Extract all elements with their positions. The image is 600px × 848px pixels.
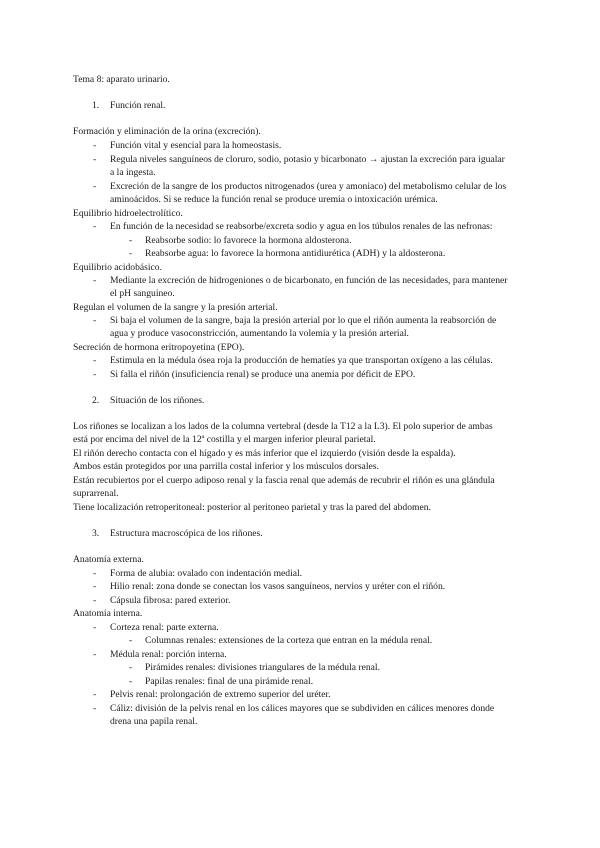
list-item: Estimula en la médula ósea roja la producción de hematíes ya que transportan oxígeno a las células.: [110, 355, 493, 366]
bullet-dash: -: [93, 140, 97, 151]
paragraph: Tiene localización retroperitoneal: posterior al peritoneo parietal y tras la pared del abdomen.: [73, 502, 431, 513]
list-item: Cápsula fibrosa: pared exterior.: [110, 595, 231, 606]
section-1-number: 1.: [92, 100, 100, 111]
list-item: Médula renal: porción interna.: [110, 649, 227, 660]
sub-bullet-dash: -: [129, 676, 133, 687]
sub-bullet-dash: -: [129, 635, 133, 646]
paragraph: Equilibrio hidroelectrolítico.: [73, 208, 183, 219]
paragraph: Ambos están protegidos por una parrilla costal inferior y los músculos dorsales.: [73, 461, 379, 472]
bullet-dash: -: [93, 181, 97, 192]
sub-bullet-dash: -: [129, 248, 133, 259]
document-title: Tema 8: aparato urinario.: [73, 74, 170, 85]
bullet-dash: -: [93, 649, 97, 660]
sub-list-item: Reabsorbe agua: lo favorece la hormona antidiurética (ADH) y la aldosterona.: [145, 248, 446, 259]
paragraph: suprarrenal.: [73, 488, 119, 499]
sub-list-item: Columnas renales: extensiones de la corteza que entran en la médula renal.: [145, 635, 433, 646]
list-item: Forma de alubia: ovalado con indentación medial.: [110, 568, 303, 579]
section-2-heading: Situación de los riñones.: [110, 395, 205, 406]
bullet-dash: -: [93, 689, 97, 700]
list-item: Si baja el volumen de la sangre, baja la presión arterial por lo que el riñón aumenta la reabsorción de: [110, 315, 497, 326]
sub-list-item: Pirámides renales: divisiones triangulares de la médula renal.: [145, 662, 380, 673]
paragraph: Anatomía interna.: [73, 608, 143, 619]
sub-list-item: Reabsorbe sodio: lo favorece la hormona aldosterona.: [145, 235, 352, 246]
bullet-dash: -: [93, 275, 97, 286]
bullet-dash: -: [93, 369, 97, 380]
sub-list-item: Papilas renales: final de una pirámide renal.: [145, 676, 314, 687]
list-item: el pH sanguíneo.: [110, 288, 175, 299]
list-item: Función vital y esencial para la homeostasis.: [110, 140, 282, 151]
paragraph: está por encima del nivel de la 12ª costilla y el margen inferior pleural parietal.: [73, 434, 376, 445]
section-1-heading: Función renal.: [110, 100, 166, 111]
list-item: Excreción de la sangre de los productos nitrogenados (urea y amoniaco) del metabolismo celular de los: [110, 181, 507, 192]
list-item: Pelvis renal: prolongación de extremo superior del uréter.: [110, 689, 331, 700]
sub-bullet-dash: -: [129, 662, 133, 673]
paragraph: Regulan el volumen de la sangre y la presión arterial.: [73, 302, 278, 313]
paragraph: El riñón derecho contacta con el hígado y es más inferior que el izquierdo (visión desde la espalda).: [73, 448, 456, 459]
section-2-number: 2.: [92, 395, 100, 406]
bullet-dash: -: [93, 315, 97, 326]
paragraph: Los riñones se localizan a los lados de la columna vertebral (desde la T12 a la L3). El polo superior de ambas: [73, 421, 493, 432]
bullet-dash: -: [93, 703, 97, 714]
bullet-dash: -: [93, 355, 97, 366]
sub-bullet-dash: -: [129, 235, 133, 246]
section-3-number: 3.: [92, 528, 100, 539]
list-item: Corteza renal: parte externa.: [110, 622, 219, 633]
list-item: Hilio renal: zona donde se conectan los vasos sanguíneos, nervios y uréter con el riñón.: [110, 581, 446, 592]
paragraph: Secreción de hormona eritropoyetina (EPO).: [73, 342, 245, 353]
list-item: agua y produce vasoconstricción, aumentando la volemia y la presión arterial.: [110, 328, 409, 339]
paragraph: Equilibrio acidobásico.: [73, 262, 162, 273]
list-item: drena una papila renal.: [110, 716, 198, 727]
bullet-dash: -: [93, 568, 97, 579]
list-item: a la ingesta.: [110, 167, 156, 178]
bullet-dash: -: [93, 595, 97, 606]
list-item: Cáliz: división de la pelvis renal en los cálices mayores que se subdividen en cálices menores donde: [110, 703, 495, 714]
paragraph: Formación y eliminación de la orina (excreción).: [73, 126, 261, 137]
list-item: Regula niveles sanguíneos de cloruro, sodio, potasio y bicarbonato → ajustan la excreción para igualar: [110, 154, 505, 165]
paragraph: Anatomía externa.: [73, 554, 144, 565]
list-item: En función de la necesidad se reabsorbe/excreta sodio y agua en los túbulos renales de las nefronas:: [110, 221, 493, 232]
list-item: Si falla el riñón (insuficiencia renal) se produce una anemia por déficit de EPO.: [110, 369, 416, 380]
bullet-dash: -: [93, 581, 97, 592]
section-3-heading: Estructura macroscópica de los riñones.: [110, 528, 263, 539]
bullet-dash: -: [93, 154, 97, 165]
bullet-dash: -: [93, 622, 97, 633]
paragraph: Están recubiertos por el cuerpo adiposo renal y la fascia renal que además de recubrir el riñón es una glándula: [73, 475, 495, 486]
list-item: aminoácidos. Si se reduce la función renal se produce uremia o intoxicación urémica.: [110, 194, 438, 205]
list-item: Mediante la excreción de hidrogeniones o de bicarbonato, en función de las necesidades, para mantener: [110, 275, 508, 286]
bullet-dash: -: [93, 221, 97, 232]
